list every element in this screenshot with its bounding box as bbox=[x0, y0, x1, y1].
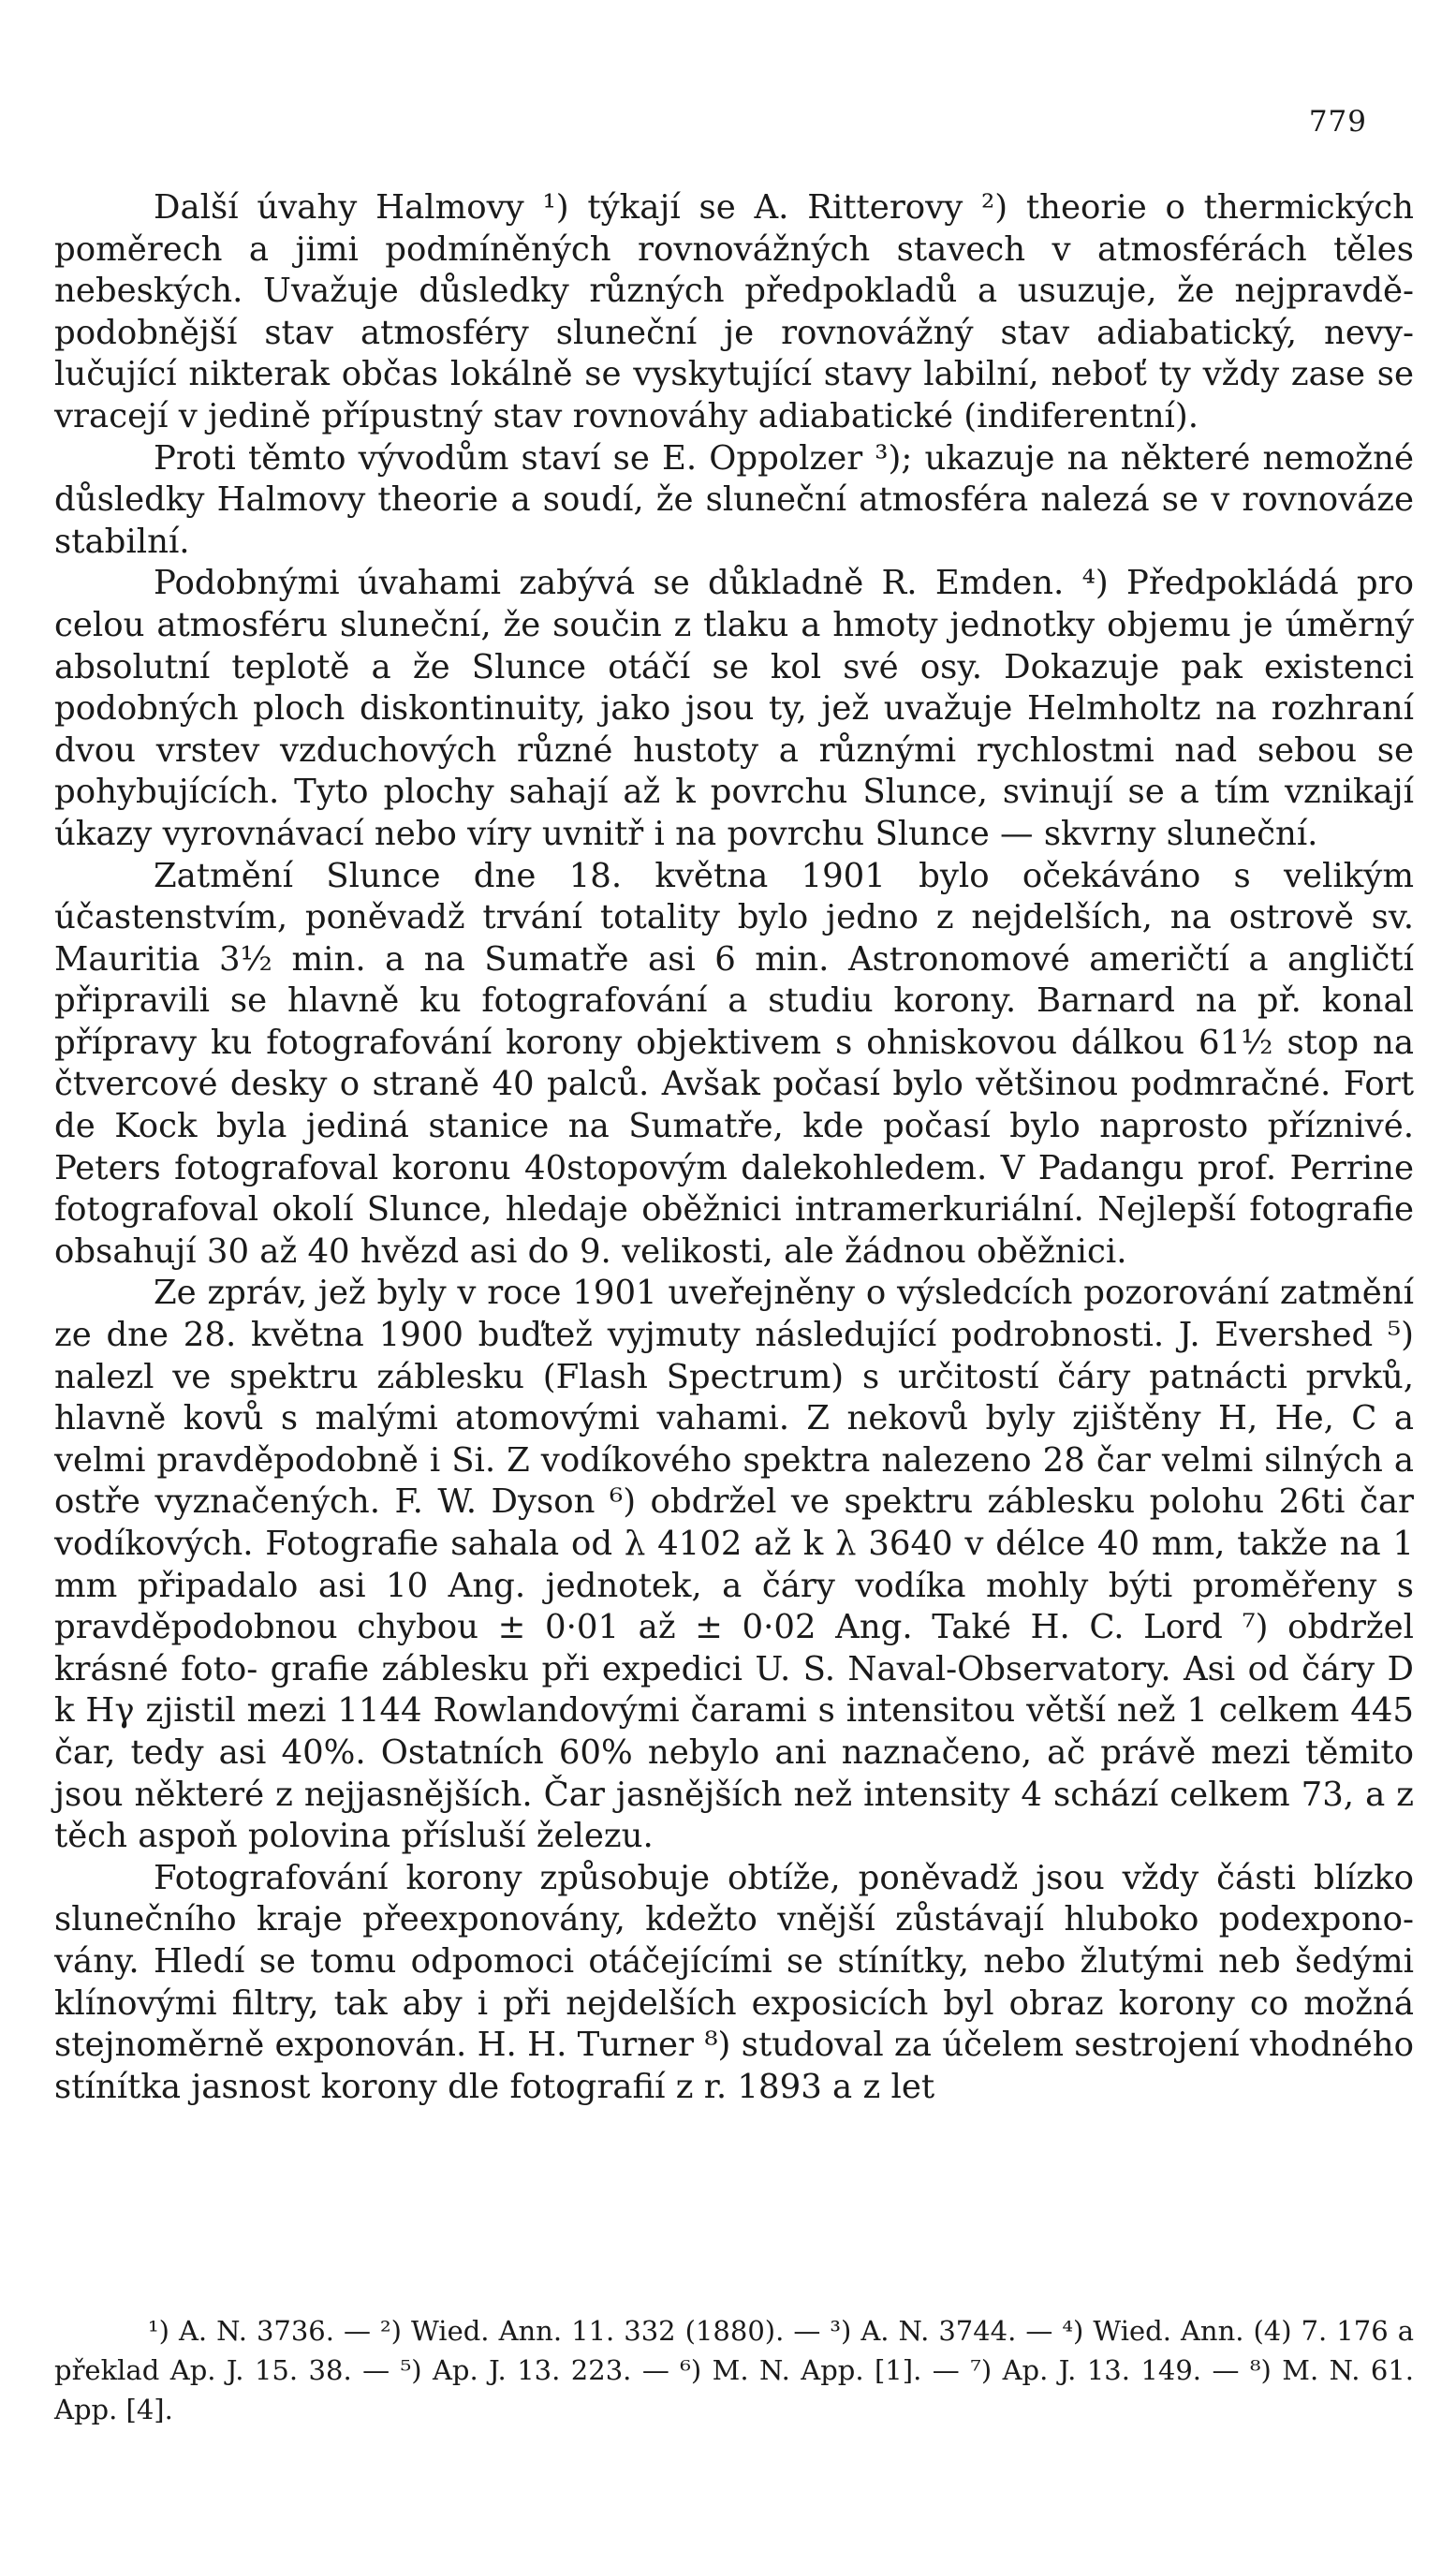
paragraph-emden: Podobnými úvahami zabývá se důkladně R. Emden. ⁴) Předpokládá pro celou atmosféru sluneční, že součin z tlaku a hmoty jednotky objemu je úměrný absolutní teplotě a že Slunce otáčí se kol své osy. Dokazuje pak existenci podobných ploch diskontinuity, jako jsou ty, jež uvažuje Helmholtz na rozhraní dvou vrstev vzduchových různé hustoty a různými rychlostmi nad sebou se pohybujících. Tyto plochy sahají až k povrchu Slunce, svinují se a tím vznikají úkazy vyrovnávací nebo víry uvnitř i na povrchu Slunce — skvrny sluneční. bbox=[54, 564, 1414, 853]
paragraph-corona-photography: Fotografování korony způsobuje obtíže, poněvadž jsou vždy části blízko slunečního kraje přeexponovány, kdežto vnější zůstávají hluboko podexpono- vány. Hledí se tomu odpomoci otáčejícími se stínítky, nebo žlutými neb šedými klínovými filtry, tak aby i při nejdelších exposicích byl obraz korony co možná stejnoměrně exponován. H. H. Turner ⁸) studoval za účelem sestrojení vhodného stínítka jasnost korony dle fotografií z r. 1893 a z let bbox=[54, 1858, 1414, 2106]
footnotes: ¹) A. N. 3736. — ²) Wied. Ann. 11. 332 (1880). — ³) A. N. 3744. — ⁴) Wied. Ann. (4) 7. 176 a překlad Ap. J. 15. 38. — ⁵) Ap. J. 13. 223. — ⁶) M. N. App. [1]. — ⁷) Ap. J. 13. 149. — ⁸) M. N. 61. App. [4]. bbox=[54, 2315, 1414, 2425]
paragraph-eclipse-1901: Zatmění Slunce dne 18. května 1901 bylo očekáváno s velikým účastenstvím, poněvadž trvání totality bylo jedno z nejdelších, na ostrově sv. Mauritia 3½ min. a na Sumatře asi 6 min. Astronomové američtí a angličtí připravili se hlavně ku fotografování a studiu korony. Barnard na př. konal přípravy ku fotografování korony objektivem s ohniskovou dálkou 61½ stop na čtvercové desky o straně 40 palců. Avšak počasí bylo většinou podmračné. Fort de Kock byla jediná stanice na Sumatře, kde počasí bylo naprosto příznivé. Peters fotografoval koronu 40stopovým dalekohledem. V Padangu prof. Perrine fotografoval okolí Slunce, hledaje oběžnici intramerkuriální. Nejlepší fotografie obsahují 30 až 40 hvězd asi do 9. velikosti, ale žádnou oběžnici. bbox=[54, 856, 1414, 1271]
paragraph-eclipse-1900-reports: Ze zpráv, jež byly v roce 1901 uveřejněny o výsledcích pozorování zatmění ze dne 28. května 1900 buďtež vyjmuty následující podrobnosti. J. Evershed ⁵) nalezl ve spektru záblesku (Flash Spectrum) s určitostí čáry patnácti prvků, hlavně kovů s malými atomovými vahami. Z nekovů byly zjištěny H, He, C a velmi pravděpodobně i Si. Z vodíkového spektra nalezeno 28 čar velmi silných a ostře vyznačených. F. W. Dyson ⁶) obdržel ve spektru záblesku polohu 26ti čar vodíkových. Fotografie sahala od λ 4102 až k λ 3640 v délce 40 mm, takže na 1 mm připadalo asi 10 Ang. jednotek, a čáry vodíka mohly býti proměřeny s pravděpodobnou chybou ± 0·01 až ± 0·02 Ang. Také H. C. Lord ⁷) obdržel krásné foto- grafie záblesku při expedici U. S. Naval-Observatory. Asi od čáry D k Hγ zjistil mezi 1144 Rowlandovými čarami s intensitou větší než 1 celkem 445 čar, tedy asi 40%. Ostatních 60% nebylo ani naznačeno, ač právě mezi těmito jsou některé z nejjasnějších. Čar jasnějších než intensity 4 schází celkem 73, a z těch aspoň polovina přísluší železu. bbox=[54, 1274, 1414, 1856]
footnote-divider bbox=[89, 2279, 286, 2281]
page-number: 779 bbox=[1308, 105, 1367, 139]
paragraph-oppolzer: Proti těmto vývodům staví se E. Oppolzer ³); ukazuje na některé nemožné důsledky Halmovy theorie a soudí, že sluneční atmosféra nalezá se v rovnováze stabilní. bbox=[54, 438, 1414, 561]
body-text bbox=[54, 187, 1414, 2108]
paragraph-halm-theory: Další úvahy Halmovy ¹) týkají se A. Ritterovy ²) theorie o thermických poměrech a jimi podmíněných rovnovážných stavech v atmosférách těles nebeských. Uvažuje důsledky různých předpokladů a usuzuje, že nejpravdě- podobnější stav atmosféry sluneční je rovnovážný stav adiabatický, nevy- lučující nikterak občas lokálně se vyskytující stavy labilní, neboť ty vždy zase se vracejí v jedině přípustný stav rovnováhy adiabatické (indiferentní). bbox=[54, 188, 1414, 435]
